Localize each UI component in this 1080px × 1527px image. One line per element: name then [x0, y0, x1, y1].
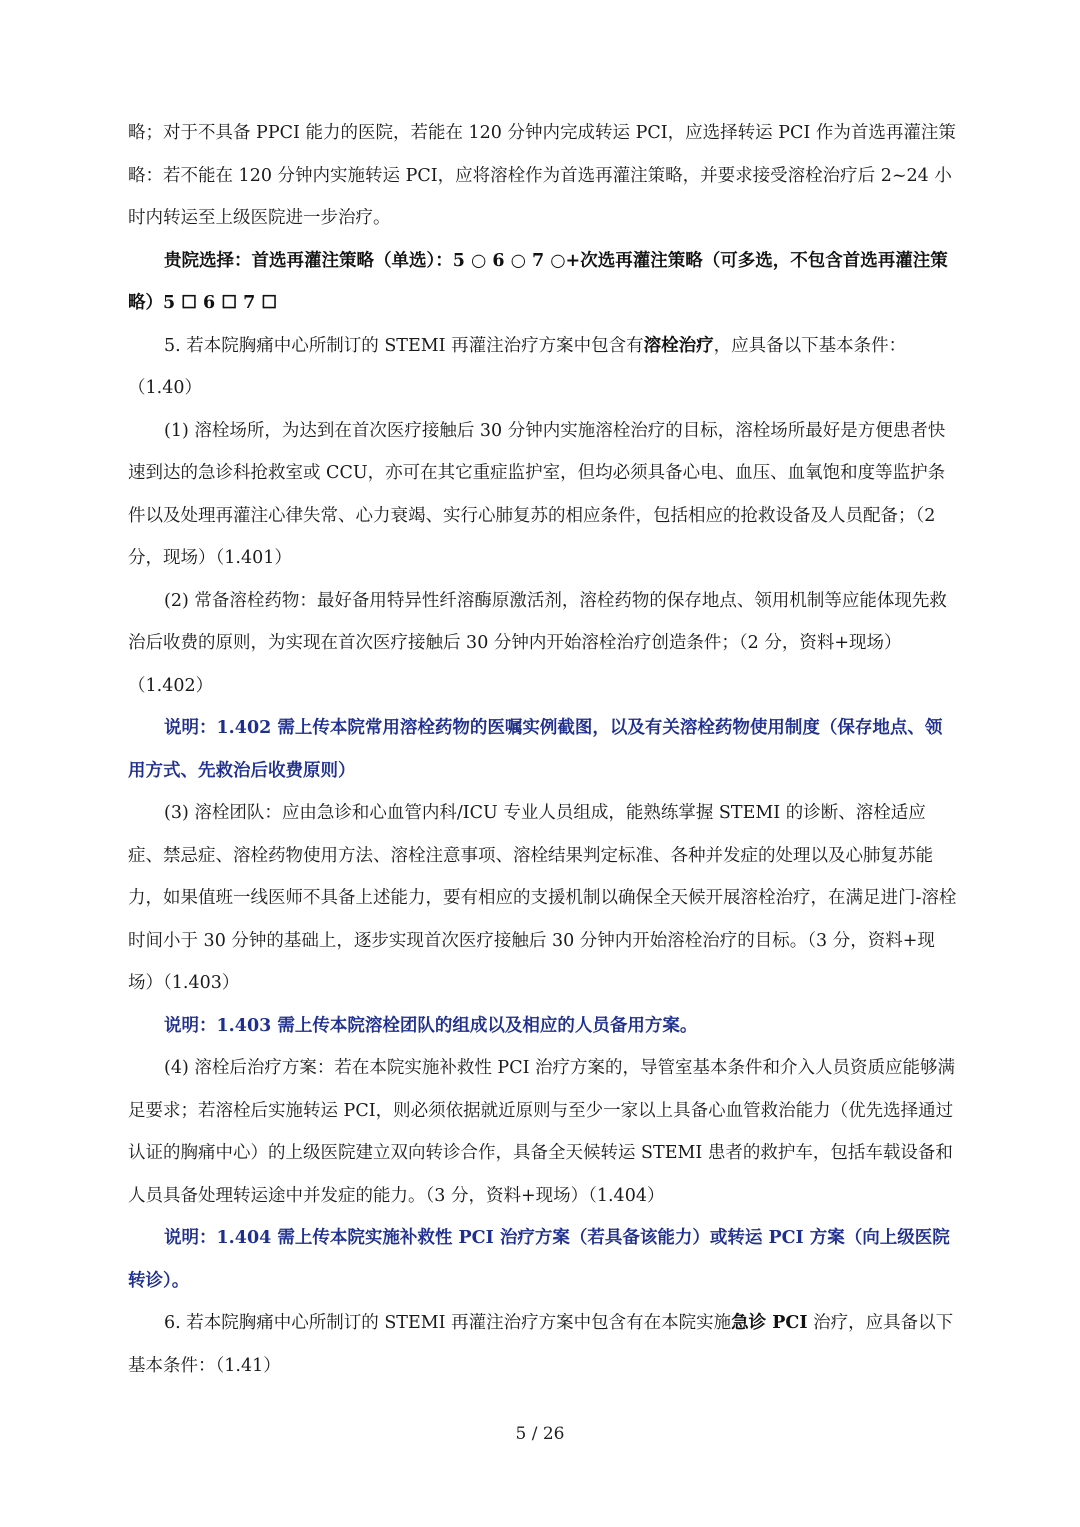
document-body	[128, 112, 958, 1387]
note-1402: 说明：1.402 需上传本院常用溶栓药物的医嘱实例截图，以及有关溶栓药物使用制度（保存地点、领用方式、先救治后收费原则）	[128, 718, 943, 781]
hospital-choice-line: 贵院选择：首选再灌注策略（单选）：5 ○ 6 ○ 7 ○+次选再灌注策略（可多选，不包含首选再灌注策略）5 ☐ 6 ☐ 7 ☐	[128, 250, 948, 313]
item-1-thrombolysis-site: (1) 溶栓场所，为达到在首次医疗接触后 30 分钟内实施溶栓治疗的目标，溶栓场所最好是方便患者快速到达的急诊科抢救室或 CCU，亦可在其它重症监护室，但均必须具备心电、血压、血氧饱和度等监护条件以及处理再灌注心律失常、心力衰竭、实行心肺复苏的相应条件，包括相应的抢救设备及人员配备；（2 分，现场）（1.401）	[128, 420, 946, 568]
section-6-heading	[128, 1302, 958, 1387]
item-3-thrombolysis-team: (3) 溶栓团队：应由急诊和心血管内科/ICU 专业人员组成，能熟练掌握 STEMI 的诊断、溶栓适应症、禁忌症、溶栓药物使用方法、溶栓注意事项、溶栓结果判定标准、各种并发症的处理以及心肺复苏能力，如果值班一线医师不具备上述能力，要有相应的支援机制以确保全天候开展溶栓治疗，在满足进门-溶栓时间小于 30 分钟的基础上，逐步实现首次医疗接触后 30 分钟内开始溶栓治疗的目标。（3 分，资料+现场）（1.403）	[128, 803, 957, 993]
note-1403: 说明：1.403 需上传本院溶栓团队的组成以及相应的人员备用方案。	[164, 1015, 698, 1036]
note-1404: 说明：1.404 需上传本院实施补救性 PCI 治疗方案（若具备该能力）或转运 PCI 方案（向上级医院转诊）。	[128, 1228, 950, 1291]
section-6-text-a: 6. 若本院胸痛中心所制订的 STEMI 再灌注治疗方案中包含有在本院实施	[164, 1313, 732, 1333]
section-6-bold-term: 急诊 PCI	[731, 1313, 808, 1333]
item-2-thrombolytic-drugs: (2) 常备溶栓药物：最好备用特异性纤溶酶原激活剂，溶栓药物的保存地点、领用机制等应能体现先救治后收费的原则，为实现在首次医疗接触后 30 分钟内开始溶栓治疗创造条件；（2 分，资料+现场）（1.402）	[128, 590, 947, 696]
section-5-bold-term: 溶栓治疗	[643, 335, 714, 356]
item-4-post-thrombolysis-plan: (4) 溶栓后治疗方案：若在本院实施补救性 PCI 治疗方案的，导管室基本条件和介入人员资质应能够满足要求；若溶栓后实施转运 PCI，则必须依据就近原则与至少一家以上具备心血管救治能力（优先选择通过认证的胸痛中心）的上级医院建立双向转诊合作，具备全天候转运 STEMI 患者的救护车，包括车载设备和人员具备处理转运途中并发症的能力。（3 分，资料+现场）（1.404）	[128, 1058, 956, 1206]
section-5-heading	[128, 325, 958, 410]
paragraph-transfer-pci: 略；对于不具备 PPCI 能力的医院，若能在 120 分钟内完成转运 PCI，应选择转运 PCI 作为首选再灌注策略：若不能在 120 分钟内实施转运 PCI，应将溶栓作为首选再灌注策略，并要求接受溶栓治疗后 2~24 小时内转运至上级医院进一步治疗。	[128, 123, 956, 228]
section-5-text-a: 5. 若本院胸痛中心所制订的 STEMI 再灌注治疗方案中包含有	[164, 335, 644, 356]
page-number: 5 / 26	[515, 1424, 565, 1444]
section-5-text-b: ，应具备以下基本条件：（1.40）	[128, 335, 907, 398]
section-6-text-b: 治疗，应具备以下基本条件：（1.41）	[128, 1313, 954, 1376]
